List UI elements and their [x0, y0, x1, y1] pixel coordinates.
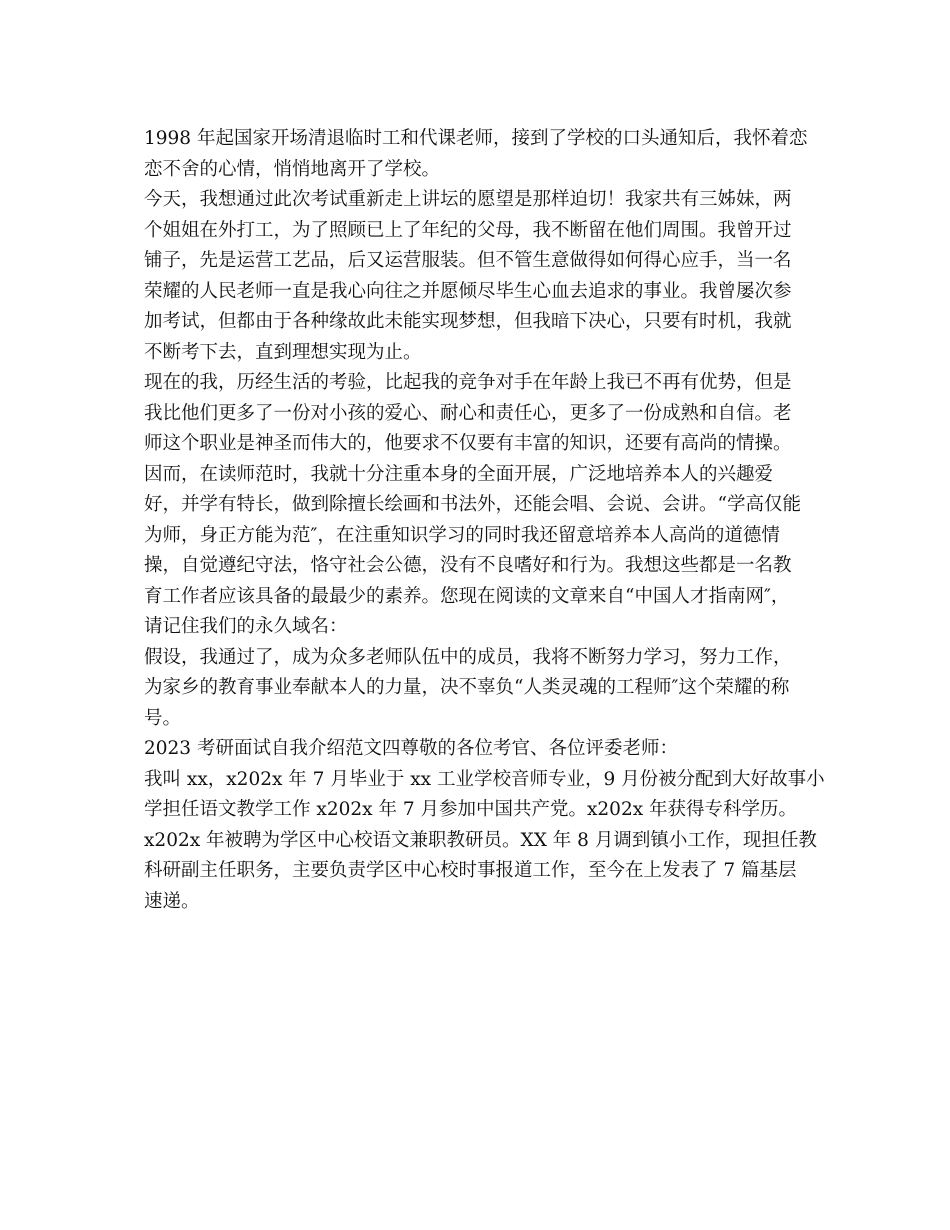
text-line: 请记住我们的永久域名： — [144, 616, 348, 637]
text-line: 不断考下去，直到理想实现为止。 — [144, 341, 422, 363]
paragraph — [144, 124, 812, 185]
text-line: 今天，我想通过此次考试重新走上讲坛的愿望是那样迫切！我家共有三姊妹，两 — [144, 189, 792, 210]
text-line: 因而，在读师范时，我就十分注重本身的全面开展，广泛地培养本人的兴趣爱 — [144, 463, 774, 485]
text-line: 师这个职业是神圣而伟大的，他要求不仅要有丰富的知识，还要有高尚的情操。 — [144, 433, 792, 454]
text-line: 学担任语文教学工作 x202x 年 7 月参加中国共产党。x202x 年获得专科学历。 — [144, 799, 798, 820]
text-line: 号。 — [144, 707, 182, 729]
text-line: 我比他们更多了一份对小孩的爱心、耐心和责任心，更多了一份成熟和自信。老 — [144, 402, 792, 424]
text-line: 为家乡的教育事业奉献本人的力量，决不辜负“人类灵魂的工程师″这个荣耀的称 — [144, 677, 790, 698]
text-line: 铺子，先是运营工艺品，后又运营服装。但不管生意做得如何得心应手，当一名 — [144, 250, 792, 271]
text-line: 1998 年起国家开场清退临时工和代课老师，接到了学校的口头通知后，我怀着恋 — [144, 128, 808, 149]
text-line: 个姐姐在外打工，为了照顾已上了年纪的父母，我不断留在他们周围。我曾开过 — [144, 219, 792, 241]
text-line: 荣耀的人民老师一直是我心向往之并愿倾尽毕生心血去追求的事业。我曾屡次参 — [144, 280, 792, 302]
text-line: 科研副主任职务，主要负责学区中心校时事报道工作，至今在上发表了 7 篇基层 — [144, 860, 797, 881]
text-line: 现在的我，历经生活的考验，比起我的竞争对手在年龄上我已不再有优势，但是 — [144, 372, 792, 393]
text-line: 假设，我通过了，成为众多老师队伍中的成员，我将不断努力学习，努力工作， — [144, 646, 792, 668]
text-line: 2023 考研面试自我介绍范文四尊敬的各位考官、各位评委老师： — [144, 738, 678, 759]
text-line: 速递。 — [144, 890, 200, 912]
text-line: 操，自觉遵纪守法，恪守社会公德，没有不良嗜好和行为。我想这些都是一名教 — [144, 555, 792, 576]
text-line: 恋不舍的心情，悄悄地离开了学校。 — [144, 158, 441, 180]
text-line: 为师，身正方能为范″，在注重知识学习的同时我还留意培养本人高尚的道德情 — [144, 524, 780, 546]
paragraph — [144, 826, 817, 918]
text-line: x202x 年被聘为学区中心校语文兼职教研员。XX 年 8 月调到镇小工作，现担任教 — [144, 829, 817, 851]
paragraph — [144, 368, 812, 643]
paragraph — [144, 185, 812, 368]
text-line: 我叫 xx，x202x 年 7 月毕业于 xx 工业学校音师专业，9 月份被分配到大好故事小 — [144, 768, 825, 790]
text-line: 育工作者应该具备的最最少的素养。您现在阅读的文章来自“中国人才指南网″， — [144, 585, 790, 607]
text-line: 好，并学有特长，做到除擅长绘画和书法外，还能会唱、会说、会讲。“学高仅能 — [144, 494, 801, 515]
text-line: 加考试，但都由于各种缘故此未能实现梦想，但我暗下决心，只要有时机，我就 — [144, 311, 792, 332]
paragraph — [144, 765, 825, 826]
paragraph — [144, 643, 812, 735]
paragraph — [144, 734, 812, 765]
document-body — [144, 124, 825, 917]
